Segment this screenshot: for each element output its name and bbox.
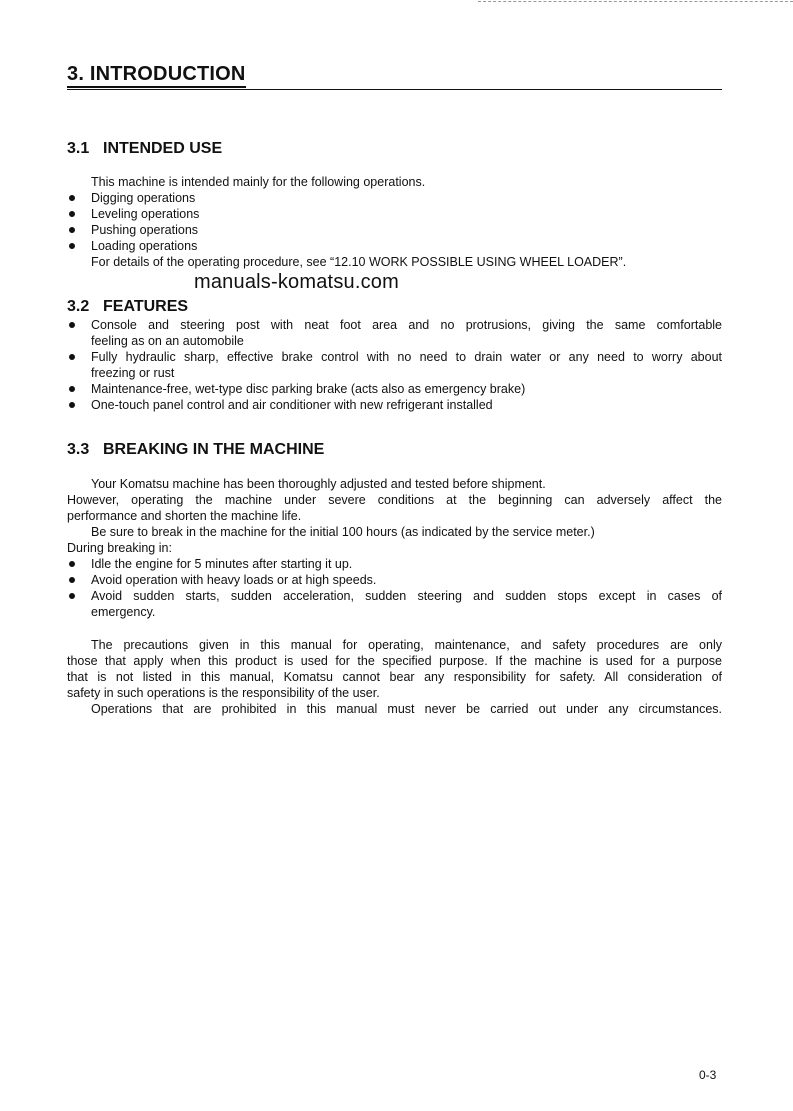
bullet-icon	[69, 577, 75, 583]
list-item: Pushing operations	[91, 223, 199, 237]
chapter-title: 3. INTRODUCTION	[67, 63, 246, 88]
chapter-header	[67, 63, 722, 90]
section-3-2-heading	[67, 298, 188, 316]
feature-item-line: Fully hydraulic sharp, effective brake control with no need to drain water or any need to worry about	[91, 350, 722, 364]
top-edge-rule	[478, 1, 793, 2]
section-number: 3.3	[67, 441, 90, 458]
section-3-1-heading	[67, 140, 222, 158]
feature-item-line: Maintenance-free, wet-type disc parking brake (acts also as emergency brake)	[91, 382, 526, 396]
list-item: Avoid operation with heavy loads or at high speeds.	[91, 573, 377, 587]
feature-item-line: freezing or rust	[91, 366, 175, 380]
feature-item-line: feeling as on an automobile	[91, 334, 244, 348]
list-item: Idle the engine for 5 minutes after starting it up.	[91, 557, 353, 571]
bullet-icon	[69, 322, 75, 328]
section-number: 3.2	[67, 298, 90, 315]
bullet-icon	[69, 386, 75, 392]
paragraph-line: Operations that are prohibited in this manual must never be carried out under any circumstances.	[91, 702, 722, 716]
bullet-icon	[69, 243, 75, 249]
paragraph-line: those that apply when this product is used for the specified purpose. If the machine is used for a purpose	[67, 654, 722, 668]
bullet-icon	[69, 195, 75, 201]
feature-item-line: One-touch panel control and air conditioner with new refrigerant installed	[91, 398, 493, 412]
paragraph-line: performance and shorten the machine life.	[67, 509, 302, 523]
paragraph-line: The precautions given in this manual for operating, maintenance, and safety procedures are only	[91, 638, 722, 652]
list-item: Leveling operations	[91, 207, 200, 221]
list-item: Avoid sudden starts, sudden acceleration, sudden steering and sudden stops except in cases of	[91, 589, 722, 603]
section-title: INTENDED USE	[103, 140, 223, 157]
section-title: BREAKING IN THE MACHINE	[103, 441, 325, 458]
list-item: Loading operations	[91, 239, 198, 253]
watermark-text: manuals-komatsu.com	[194, 271, 399, 293]
paragraph-line: that is not listed in this manual, Komatsu cannot bear any responsibility for safety. All consideration of	[67, 670, 722, 684]
paragraph-line: Be sure to break in the machine for the initial 100 hours (as indicated by the service meter.)	[91, 525, 595, 539]
section-title: FEATURES	[103, 298, 189, 315]
list-item: Digging operations	[91, 191, 196, 205]
feature-item-line: Console and steering post with neat foot area and no protrusions, giving the same comfortable	[91, 318, 722, 332]
paragraph-line: During breaking in:	[67, 541, 172, 555]
section-number: 3.1	[67, 140, 90, 157]
intended-use-intro: This machine is intended mainly for the following operations.	[91, 175, 426, 189]
bullet-icon	[69, 211, 75, 217]
paragraph-line: Your Komatsu machine has been thoroughly adjusted and tested before shipment.	[91, 477, 546, 491]
intended-use-note: For details of the operating procedure, see “12.10 WORK POSSIBLE USING WHEEL LOADER”.	[91, 255, 627, 269]
bullet-icon	[69, 402, 75, 408]
section-3-3-heading	[67, 441, 324, 459]
bullet-icon	[69, 354, 75, 360]
paragraph-line: safety in such operations is the responsibility of the user.	[67, 686, 380, 700]
bullet-icon	[69, 227, 75, 233]
list-item: emergency.	[91, 605, 156, 619]
bullet-icon	[69, 593, 75, 599]
paragraph-line: However, operating the machine under severe conditions at the beginning can adversely affect the	[67, 493, 722, 507]
bullet-icon	[69, 561, 75, 567]
page-number: 0-3	[699, 1068, 717, 1082]
